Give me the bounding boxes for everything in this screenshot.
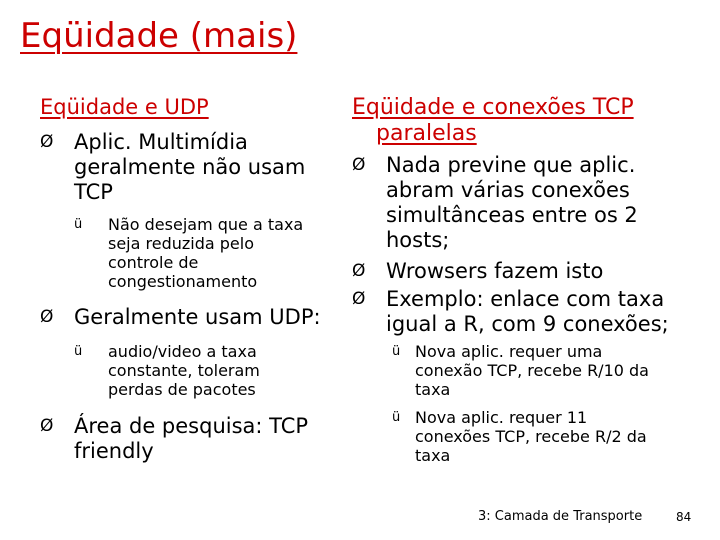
left-bullet-multimedia: Ø Aplic. Multimídia geralmente não usam TCP <box>40 130 306 204</box>
check-icon: ü <box>392 344 401 359</box>
page-number: 84 <box>676 510 692 524</box>
bullet-arrow-icon: Ø <box>352 261 366 281</box>
left-heading: Eqüidade e UDP <box>40 95 209 119</box>
left-column <box>40 95 340 464</box>
left-sub-bullet-audio: ü audio/video a taxa constante, toleram perdas de pacotes <box>74 342 260 399</box>
right-heading-line2: paralelas <box>376 121 477 146</box>
slide-title: Eqüidade (mais) <box>20 16 298 56</box>
right-bullet-example: Ø Exemplo: enlace com taxa igual a R, com 9 conexões; <box>352 287 669 336</box>
bullet-arrow-icon: Ø <box>352 155 366 175</box>
right-sub-bullet-one-connection: ü Nova aplic. requer uma conexão TCP, recebe R/10 da taxa <box>392 342 649 399</box>
left-sub-bullet-rate: ü Não desejam que a taxa seja reduzida pelo controle de congestionamento <box>74 215 304 291</box>
right-bullet-nothing-prevents: Ø Nada previne que aplic. abram várias conexões simultânceas entre os 2 hosts; <box>352 153 638 252</box>
left-bullet-udp: Ø Geralmente usam UDP: <box>40 305 321 329</box>
check-icon: ü <box>74 344 83 359</box>
check-icon: ü <box>392 410 401 425</box>
bullet-arrow-icon: Ø <box>40 132 54 152</box>
bullet-arrow-icon: Ø <box>40 307 54 327</box>
right-heading-line1: Eqüidade e conexões TCP <box>352 95 634 120</box>
right-bullet-browsers: Ø Wrowsers fazem isto <box>352 259 604 283</box>
check-icon: ü <box>74 217 83 232</box>
right-sub-bullet-eleven-connections: ü Nova aplic. requer 11 conexões TCP, recebe R/2 da taxa <box>392 408 647 465</box>
bullet-arrow-icon: Ø <box>352 289 366 309</box>
left-bullet-research: Ø Área de pesquisa: TCP friendly <box>40 414 309 463</box>
footer-chapter-label: 3: Camada de Transporte <box>478 509 643 524</box>
bullet-arrow-icon: Ø <box>40 416 54 436</box>
right-column <box>352 95 692 465</box>
right-heading <box>352 95 692 147</box>
